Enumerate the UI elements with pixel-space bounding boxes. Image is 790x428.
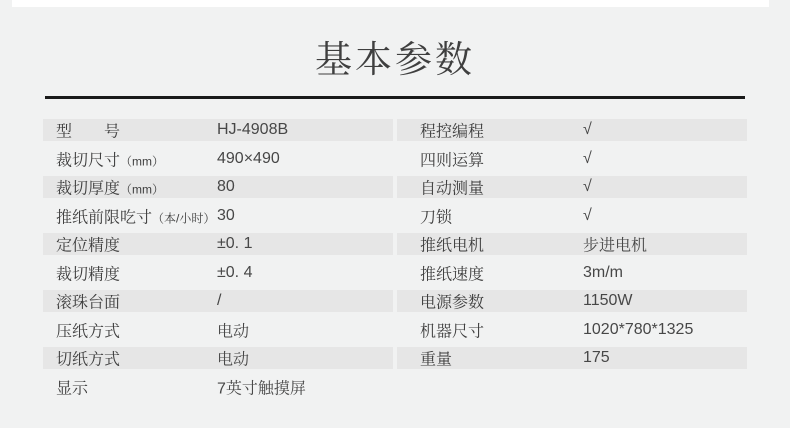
- spec-row: [43, 262, 393, 284]
- spec-label: [56, 347, 120, 370]
- spec-value: ±0. 1: [217, 235, 253, 252]
- spec-row: [43, 319, 393, 341]
- spec-unit: （本/小时）: [152, 211, 216, 225]
- spec-label: [56, 290, 120, 313]
- spec-value: 3m/m: [583, 263, 623, 281]
- spec-value: 175: [583, 349, 610, 366]
- spec-label: 推纸速度: [420, 266, 485, 283]
- spec-label-text: 滚珠台面: [56, 294, 121, 312]
- spec-value: /: [217, 292, 222, 309]
- spec-label: 程控编程: [420, 123, 485, 141]
- spec-row: [43, 376, 393, 398]
- title-divider-line: [45, 96, 745, 99]
- spec-label-text: 定位精度: [56, 237, 121, 255]
- spec-label: [56, 261, 120, 284]
- spec-row: [397, 233, 747, 255]
- spec-row: [397, 205, 747, 227]
- top-white-strip: [12, 0, 769, 7]
- spec-label-text: 显示: [56, 380, 89, 397]
- spec-label: [56, 375, 88, 398]
- spec-label: 自动测量: [420, 180, 485, 198]
- spec-label: [56, 233, 120, 256]
- spec-label: 重量: [420, 351, 453, 369]
- spec-value: √: [583, 206, 592, 224]
- spec-value: HJ-4908B: [217, 121, 289, 138]
- spec-label-text: 型 号: [56, 123, 121, 141]
- spec-value: 电动: [217, 323, 250, 340]
- spec-value: √: [583, 178, 592, 195]
- spec-label: [56, 176, 164, 199]
- spec-row: [397, 119, 747, 141]
- spec-label: 四则运算: [420, 152, 485, 169]
- page-title: 基本参数: [315, 39, 475, 80]
- spec-label: [56, 147, 164, 170]
- spec-unit: （mm）: [120, 154, 165, 168]
- spec-row: [397, 148, 747, 170]
- spec-value: 电动: [217, 351, 250, 369]
- spec-row: [397, 319, 747, 341]
- spec-row: [43, 290, 393, 312]
- spec-value: 1020*780*1325: [583, 320, 694, 338]
- spec-label: 电源参数: [420, 294, 485, 312]
- spec-value: 30: [217, 206, 235, 224]
- spec-label: 刀锁: [420, 209, 453, 226]
- spec-label-text: 推纸前限吃寸: [56, 209, 153, 226]
- spec-label-text: 切纸方式: [56, 351, 121, 369]
- spec-value: 490×490: [217, 149, 280, 167]
- spec-label: 机器尺寸: [420, 323, 485, 340]
- spec-value: 1150W: [583, 292, 633, 309]
- spec-label-text: 压纸方式: [56, 323, 121, 340]
- spec-label: [56, 204, 215, 227]
- spec-row: [43, 205, 393, 227]
- spec-label: [56, 318, 120, 341]
- spec-value: √: [583, 149, 592, 167]
- spec-label: [56, 119, 120, 142]
- spec-row: [397, 290, 747, 312]
- spec-row: [43, 233, 393, 255]
- spec-row: [43, 347, 393, 369]
- spec-value: 步进电机: [583, 237, 648, 255]
- spec-table-left-column: [43, 119, 393, 404]
- spec-label-text: 裁切精度: [56, 266, 121, 283]
- spec-unit: （mm）: [120, 182, 165, 197]
- spec-row: [43, 176, 393, 198]
- spec-label: 推纸电机: [420, 237, 485, 255]
- spec-row: [397, 262, 747, 284]
- spec-table-right-column: [397, 119, 747, 376]
- spec-value: 7英寸触摸屏: [217, 380, 306, 397]
- spec-label-text: 裁切厚度: [56, 180, 121, 198]
- spec-row: [397, 176, 747, 198]
- spec-value: 80: [217, 178, 235, 195]
- spec-value: √: [583, 121, 592, 138]
- spec-row: [397, 347, 747, 369]
- spec-row: [43, 119, 393, 141]
- spec-value: ±0. 4: [217, 263, 253, 281]
- spec-label-text: 裁切尺寸: [56, 152, 121, 169]
- spec-row: [43, 148, 393, 170]
